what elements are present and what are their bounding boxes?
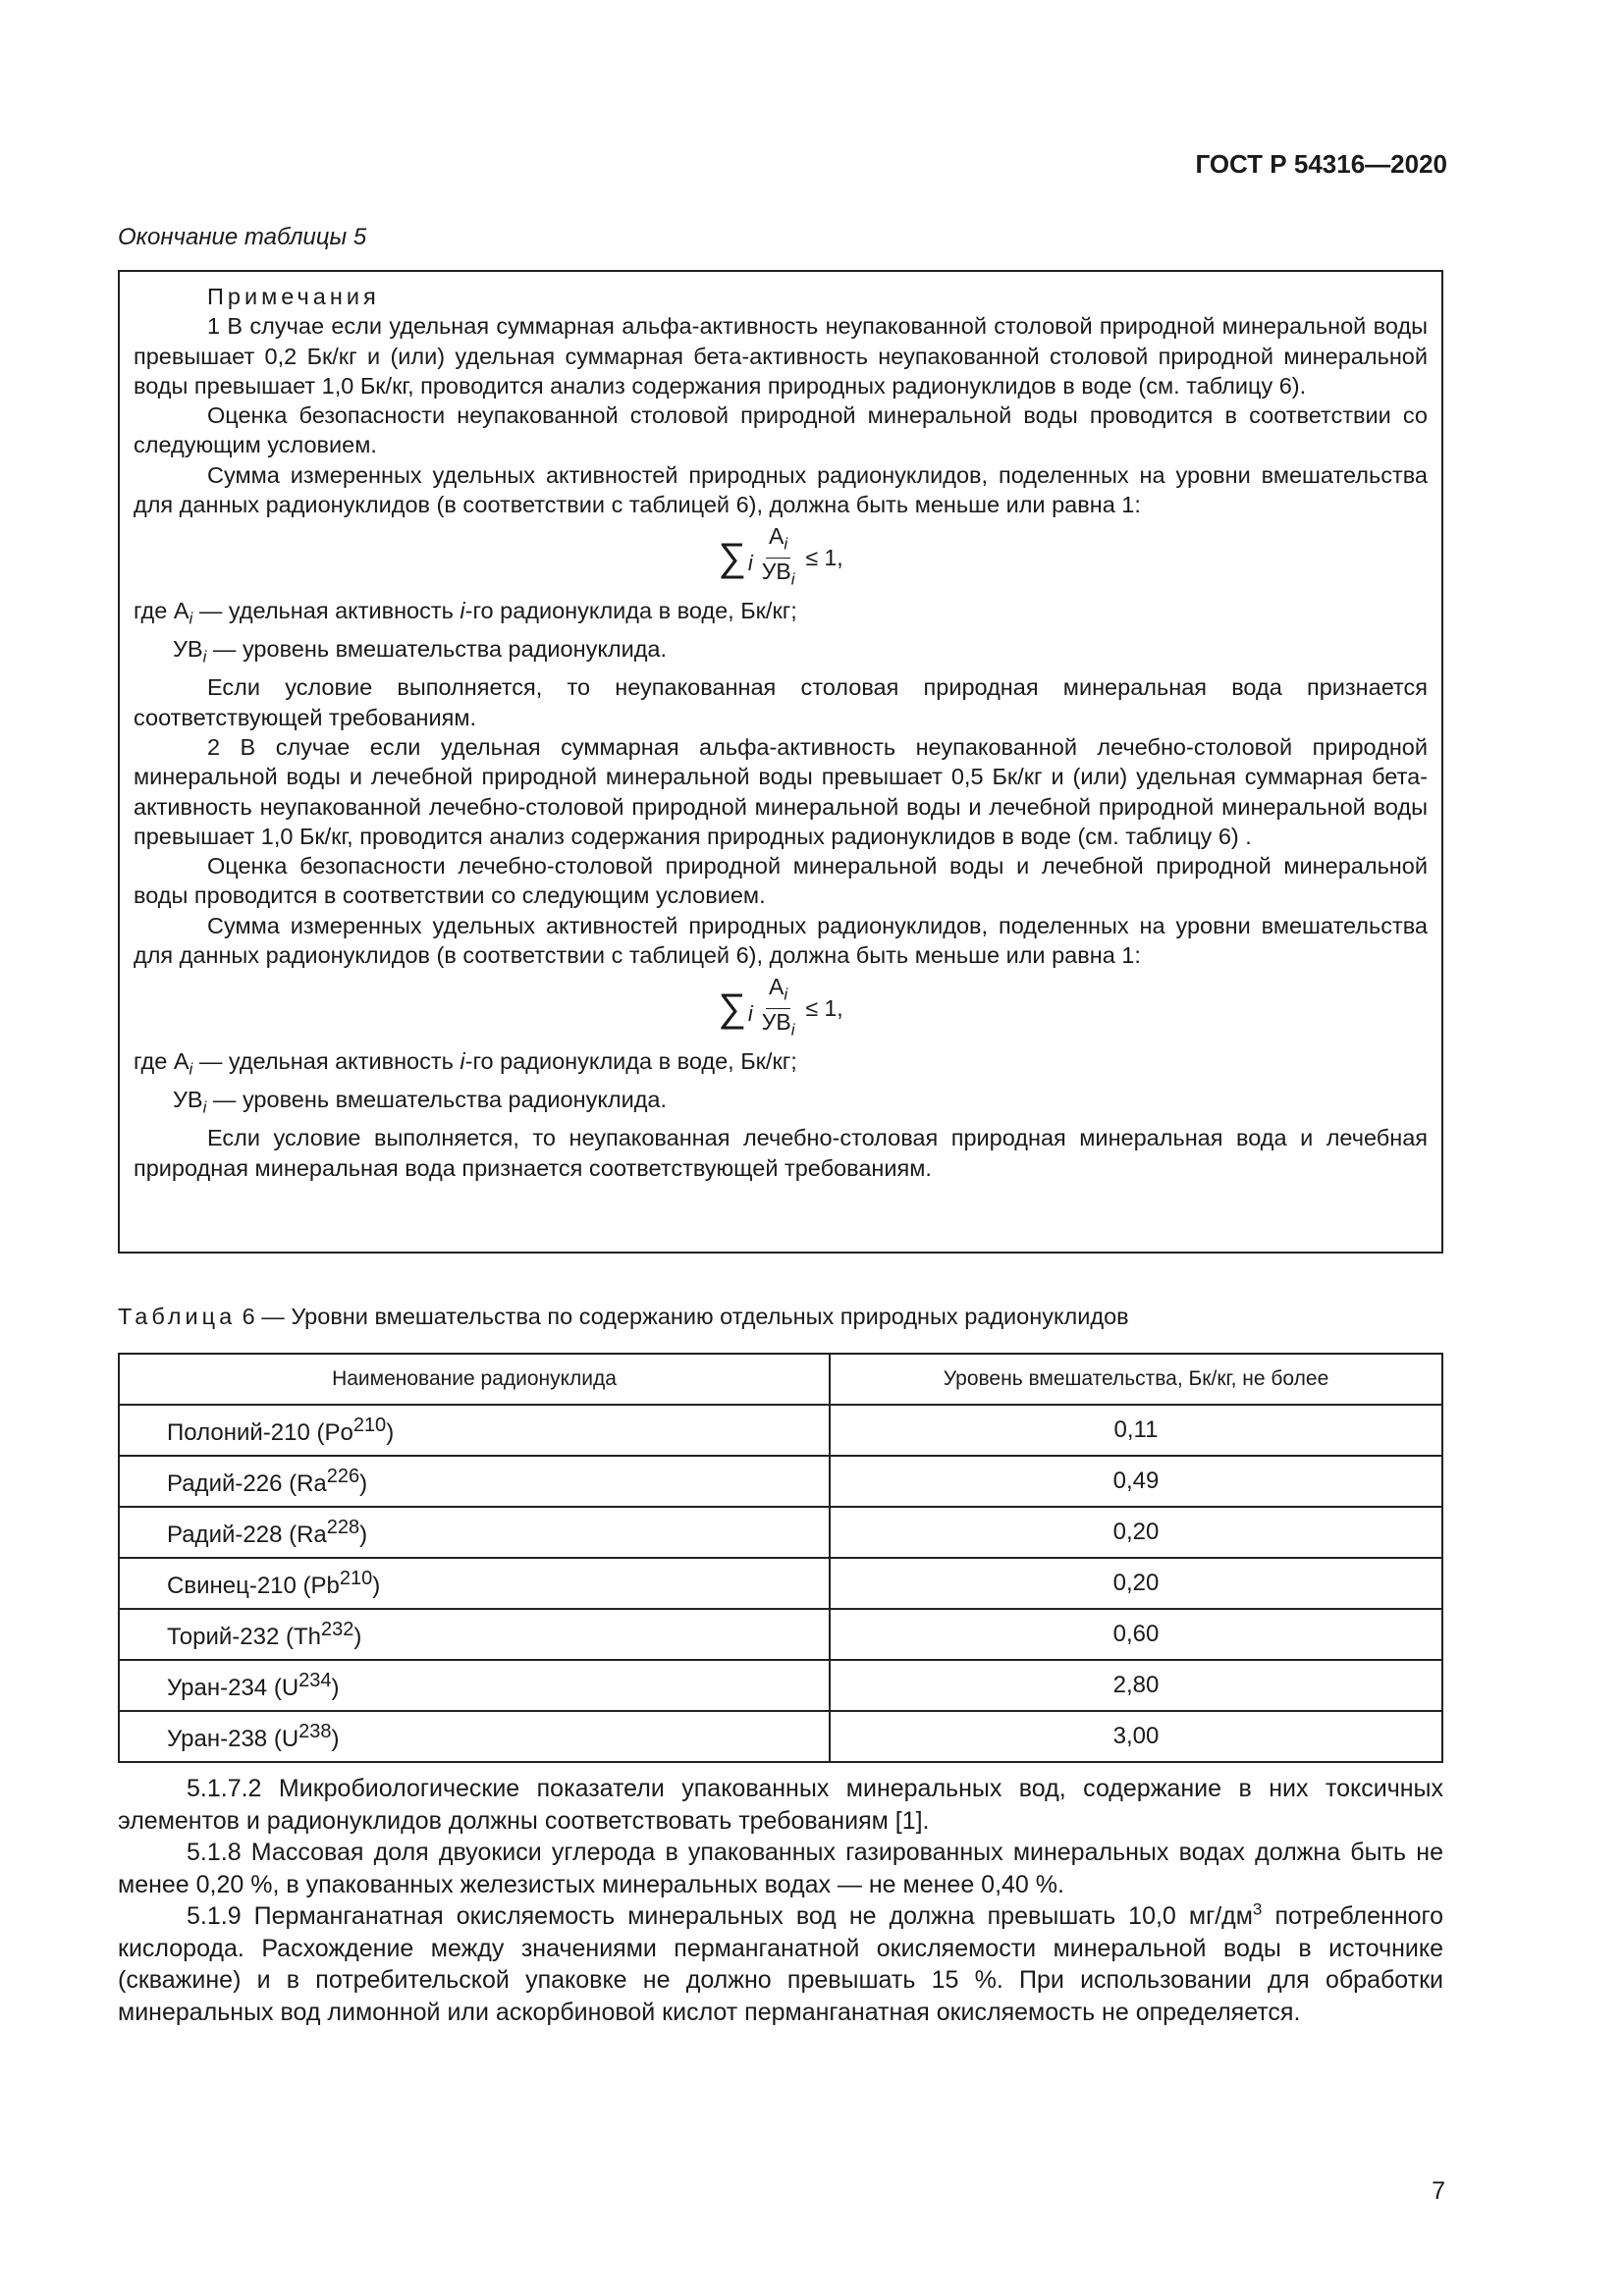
table-continuation-label: Окончание таблицы 5	[118, 224, 367, 250]
column-header-radionuclide: Наименование радионуклида	[119, 1354, 830, 1405]
table-row	[119, 1711, 1442, 1762]
fraction	[759, 523, 798, 592]
sigma-symbol: ∑	[718, 536, 746, 580]
radionuclide-name: Уран-234 $(U^{234})$	[119, 1660, 830, 1711]
formula-inequality: ≤ 1,	[805, 545, 843, 571]
notes-box	[118, 270, 1443, 1254]
table-row	[119, 1609, 1442, 1660]
note-2-conclusion: Если условие выполняется, то неупакованная лечебно-столовая природная минеральная вода и лечебная природная минеральная вода признается соответствующей требованиям.	[134, 1125, 1428, 1181]
formula-1	[134, 519, 1428, 596]
intervention-level-value: 3,00	[830, 1711, 1442, 1762]
where-definition-a: где $A_i$ — удельная активность i-го радионуклида в воде, Бк/кг;	[134, 598, 797, 629]
paragraph-5-1-7-2: 5.1.7.2 Микробиологические показатели упакованных минеральных вод, содержание в них токсичных элементов и радионуклидов должны соответствовать требованиям [1].	[118, 1775, 1443, 1835]
table-6-caption: Таблица 6 — Уровни вмешательства по содержанию отдельных природных радионуклидов	[118, 1304, 1129, 1329]
radionuclide-name: Торий-232 (Th$^{232}$)	[119, 1609, 830, 1660]
note-2-safety-paragraph: Оценка безопасности лечебно-столовой природной минеральной воды и лечебной природной минеральной воды проводится в соответствии со следующим условием.	[134, 853, 1428, 909]
notes-heading: Примечания	[207, 284, 380, 309]
intervention-level-value: 2,80	[830, 1660, 1442, 1711]
table-row	[119, 1456, 1442, 1507]
radionuclide-name: Свинец-210 (Pb$^{210}$)	[119, 1558, 830, 1609]
intervention-level-value: 0,20	[830, 1558, 1442, 1609]
note-1-paragraph: 1 В случае если удельная суммарная альфа-активность неупакованной столовой природной минеральной воды превышает 0,2 Бк/кг и (или) удельная суммарная бета-активность неупакованной столовой природной минеральной воды превышает 1,0 Бк/кг, проводится анализ содержания природных радионуклидов в воде (см. таблицу 6).	[134, 313, 1428, 399]
table-row	[119, 1660, 1442, 1711]
column-header-intervention-level: Уровень вмешательства, Бк/кг, не более	[830, 1354, 1442, 1405]
body-text	[118, 1773, 1443, 2028]
intervention-level-value: 0,49	[830, 1456, 1442, 1507]
paragraph-5-1-9: 5.1.9 Перманганатная окисляемость минеральных вод не должна превышать 10,0 $мг/дм^3$ потребленного кислорода. Расхождение между значениями перманганатной окисляемости минеральной воды в источнике (скважине) и в потребительской упаковке не должно превышать 15 %. При использовании для обработки минеральных вод лимонной или аскорбиновой кислот перманганатная окисляемость не определяется.	[118, 1899, 1443, 2026]
radionuclide-name: Радий-226 (Ra$^{226}$)	[119, 1456, 830, 1507]
note-1-sum-paragraph: Сумма измеренных удельных активностей природных радионуклидов, поделенных на уровни вмешательства для данных радионуклидов (в соответствии с таблицей 6), должна быть меньше или равна 1:	[134, 461, 1428, 518]
intervention-level-value: 0,20	[830, 1507, 1442, 1558]
radionuclide-name: Радий-228 (Ra$^{228}$)	[119, 1507, 830, 1558]
sigma-index: i	[747, 1001, 753, 1027]
where-definition-uv: $УВ_i$ — уровень вмешательства радионуклида.	[173, 636, 668, 667]
intervention-level-value: 0,60	[830, 1609, 1442, 1660]
formula-inequality: ≤ 1,	[805, 995, 843, 1022]
intervention-level-value: 0,11	[830, 1405, 1442, 1456]
fraction-denominator: $УВ_i$	[761, 558, 795, 589]
table-header-row	[119, 1354, 1442, 1405]
page-number: 7	[1432, 2177, 1445, 2205]
note-1-safety-paragraph: Оценка безопасности неупакованной столовой природной минеральной воды проводится в соответствии со следующим условием.	[134, 402, 1428, 458]
note-2-sum-paragraph: Сумма измеренных удельных активностей природных радионуклидов, поделенных на уровни вмешательства для данных радионуклидов (в соответствии с таблицей 6), должна быть меньше или равна 1:	[134, 912, 1428, 969]
fraction	[759, 974, 798, 1042]
note-1-conclusion: Если условие выполняется, то неупакованная столовая природная минеральная вода признается соответствующей требованиям.	[134, 674, 1428, 730]
table-row	[119, 1405, 1442, 1456]
radionuclide-name: Уран-238 $(U^{238})$	[119, 1711, 830, 1762]
where-definition-uv: $УВ_i$ — уровень вмешательства радионуклида.	[173, 1087, 668, 1117]
paragraph-5-1-8: 5.1.8 Массовая доля двуокиси углерода в упакованных газированных минеральных водах должна быть не менее 0,20 %, в упакованных железистых минеральных водах — не менее 0,40 %.	[118, 1839, 1443, 1898]
note-2-paragraph: 2 В случае если удельная суммарная альфа-активность неупакованной лечебно-столовой природной минеральной воды и лечебной природной минеральной воды превышает 0,5 Бк/кг и (или) удельная суммарная бета-активность неупакованной лечебно-столовой природной минеральной воды и лечебной природной минеральной воды превышает 1,0 Бк/кг, проводится анализ содержания природных радионуклидов в воде (см. таблицу 6) .	[134, 733, 1428, 849]
table-row	[119, 1507, 1442, 1558]
radionuclide-name: Полоний-210 (Po$^{210}$)	[119, 1405, 830, 1456]
document-standard-number: ГОСТ Р 54316—2020	[1195, 149, 1447, 179]
fraction-numerator: $A_i$	[766, 523, 790, 559]
fraction-denominator: $УВ_i$	[761, 1008, 795, 1040]
table-row	[119, 1558, 1442, 1609]
sigma-symbol: ∑	[718, 987, 746, 1031]
radionuclide-table	[118, 1353, 1443, 1763]
sigma-index: i	[747, 551, 753, 576]
fraction-numerator: $A_i$	[766, 974, 790, 1009]
formula-2	[134, 970, 1428, 1046]
where-definition-a: где $A_i$ — удельная активность i-го радионуклида в воде, Бк/кг;	[134, 1048, 797, 1079]
